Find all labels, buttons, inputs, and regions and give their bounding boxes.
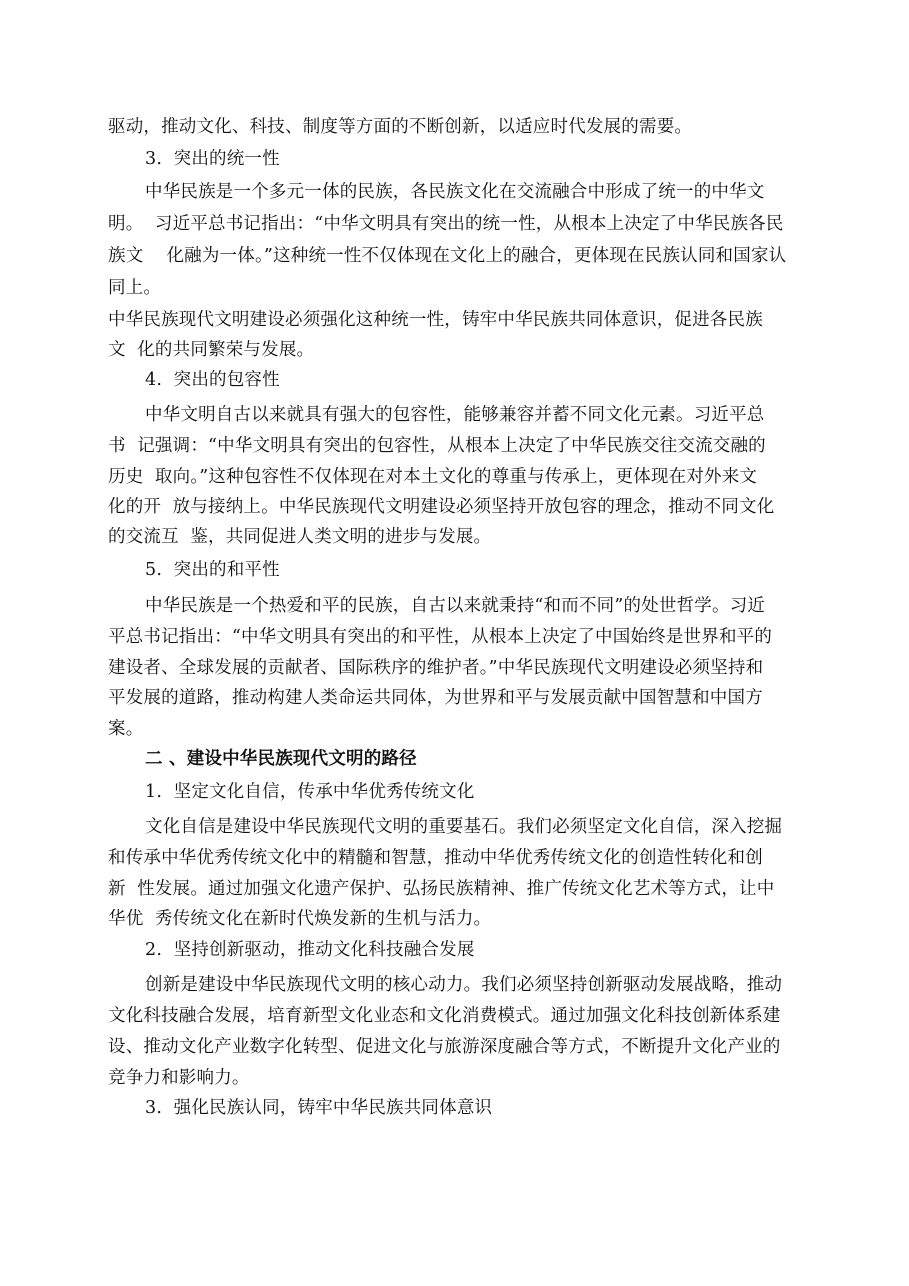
paragraph-line: 族文 化融为一体。”这种统一性不仅体现在文化上的融合，更体现在民族认同和国家认 (108, 246, 787, 266)
paragraph-line: 中华民族是一个多元一体的民族，各民族文化在交流融合中形成了统一的中华文 (145, 182, 765, 202)
paragraph-line: 明。 习近平总书记指出：“中华文明具有突出的统一性，从根本上决定了中华民族各民 (108, 214, 784, 234)
paragraph-line: 新 性发展。通过加强文化遗产保护、弘扬民族精神、推广传统文化艺术等方式，让中 (108, 879, 775, 899)
paragraph-line: 华优 秀传统文化在新时代焕发新的生机与活力。 (108, 909, 492, 929)
paragraph-line: 中华民族现代文明建设必须强化这种统一性，铸牢中华民族共同体意识，促进各民族 (108, 310, 763, 330)
paragraph-line: 建设者、全球发展的贡献者、国际秩序的维护者。”中华民族现代文明建设必须坚持和 (108, 658, 764, 678)
paragraph-line: 文 化的共同繁荣与发展。 (108, 340, 315, 360)
paragraph-line: 竞争力和影响力。 (108, 1068, 250, 1088)
paragraph-line: 的交流互 鉴，共同促进人类文明的进步与发展。 (108, 527, 492, 547)
paragraph-line: 历史 取向。”这种包容性不仅体现在对本土文化的尊重与传承上，更体现在对外来文 (108, 467, 758, 487)
paragraph-line: 文化科技融合发展，培育新型文化业态和文化消费模式。通过加强文化科技创新体系建 (108, 1006, 781, 1026)
section-heading: 1. 坚定文化自信，传承中华优秀传统文化 (145, 782, 475, 802)
paragraph-line: 同上。 (108, 278, 162, 298)
paragraph-line: 化的开 放与接纳上。中华民族现代文明建设必须坚持开放包容的理念，推动不同文化 (108, 497, 775, 517)
paragraph-line: 书 记强调：“中华文明具有突出的包容性，从根本上决定了中华民族交往交流交融的 (108, 436, 766, 456)
paragraph-line: 平发展的道路，推动构建人类命运共同体，为世界和平与发展贡献中国智慧和中国方 (108, 688, 763, 708)
section-heading: 2. 坚持创新驱动，推动文化科技融合发展 (145, 940, 475, 960)
paragraph-line: 中华民族是一个热爱和平的民族，自古以来就秉持“和而不同”的处世哲学。习近 (145, 596, 766, 616)
paragraph-line: 创新是建设中华民族现代文明的核心动力。我们必须坚持创新驱动发展战略，推动 (145, 975, 783, 995)
section-heading: 4. 突出的包容性 (145, 370, 280, 390)
paragraph-line: 中华文明自古以来就具有强大的包容性，能够兼容并蓄不同文化元素。习近平总 (145, 405, 765, 425)
chapter-heading: 二 、建设中华民族现代文明的路径 (145, 749, 417, 769)
paragraph-line: 案。 (108, 719, 144, 739)
paragraph-line: 和传承中华优秀传统文化中的精髓和智慧，推动中华优秀传统文化的创造性转化和创 (108, 848, 763, 868)
paragraph-line: 设、推动文化产业数字化转型、促进文化与旅游深度融合等方式，不断提升文化产业的 (108, 1037, 781, 1057)
paragraph-line: 文化自信是建设中华民族现代文明的重要基石。我们必须坚定文化自信，深入挖掘 (145, 817, 783, 837)
section-heading: 3. 强化民族认同，铸牢中华民族共同体意识 (145, 1098, 493, 1118)
paragraph-line: 平总书记指出：“中华文明具有突出的和平性，从根本上决定了中国始终是世界和平的 (108, 627, 773, 647)
section-heading: 5. 突出的和平性 (145, 560, 280, 580)
section-heading: 3. 突出的统一性 (145, 149, 280, 169)
paragraph-line: 驱动，推动文化、科技、制度等方面的不断创新，以适应时代发展的需要。 (108, 117, 693, 137)
